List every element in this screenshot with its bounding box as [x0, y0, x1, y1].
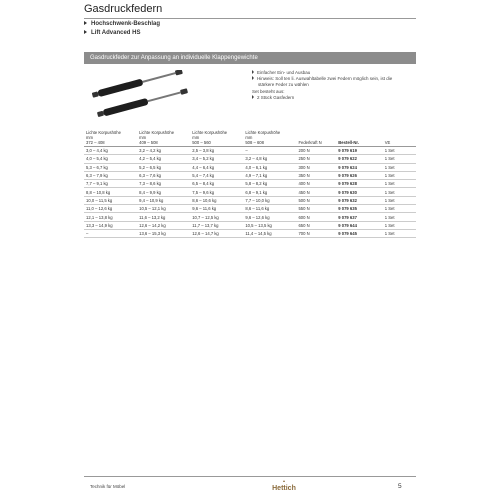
table-cell: 200 N — [296, 147, 336, 155]
table-cell: 1 Set — [383, 221, 416, 229]
table-cell: 4,2 – 5,4 kg — [137, 155, 190, 163]
article-number-cell: 9 079 645 — [336, 229, 382, 237]
section-banner: Gasdruckfeder zur Anpassung an individuelle Klappengewichte — [84, 52, 416, 64]
column-header-line: mm — [245, 135, 253, 140]
table-row — [84, 171, 416, 179]
footer-divider — [84, 476, 416, 477]
table-cell: 10,5 – 13,5 kg — [243, 221, 296, 229]
table-cell: 5,8 – 8,2 kg — [243, 180, 296, 188]
table-cell: 1 Set — [383, 196, 416, 204]
article-number-cell: 9 079 619 — [336, 147, 382, 155]
table-cell: 4,0 – 6,1 kg — [243, 163, 296, 171]
table-cell: 6,3 – 7,9 kg — [84, 171, 137, 179]
column-header-line: Lichte Korpushöhe — [245, 130, 281, 135]
article-number-cell: 9 079 626 — [336, 171, 382, 179]
article-number-cell: 9 079 630 — [336, 188, 382, 196]
table-cell: 600 N — [296, 213, 336, 221]
table-cell: 4,0 – 5,4 kg — [84, 155, 137, 163]
table-cell: 300 N — [296, 163, 336, 171]
table-cell: 6,3 – 7,6 kg — [137, 171, 190, 179]
table-row — [84, 188, 416, 196]
table-row — [84, 221, 416, 229]
footer-text: Technik für Möbel — [90, 484, 126, 489]
column-header-line: Bestell-Nr. — [338, 140, 359, 145]
table-cell: 250 N — [296, 155, 336, 163]
set-info — [252, 89, 294, 101]
spec-table — [84, 129, 416, 238]
table-row — [84, 213, 416, 221]
table-cell: 11,7 – 13,7 kg — [190, 221, 243, 229]
triangle-right-icon — [252, 95, 254, 99]
article-number-cell: 9 079 622 — [336, 155, 382, 163]
table-cell: 13,6 – 15,3 kg — [137, 229, 190, 237]
table-cell: 1 Set — [383, 229, 416, 237]
table-cell: 6,8 – 9,1 kg — [243, 188, 296, 196]
table-cell: 1 Set — [383, 180, 416, 188]
table-cell: 12,1 – 13,8 kg — [84, 213, 137, 221]
feature-list — [252, 70, 392, 88]
triangle-right-icon — [252, 76, 254, 80]
table-row — [84, 205, 416, 213]
table-cell: 8,6 – 11,6 kg — [243, 205, 296, 213]
column-header — [296, 129, 336, 147]
table-cell: 7,5 – 9,6 kg — [190, 188, 243, 196]
column-header — [243, 129, 296, 147]
table-cell: 10,7 – 12,5 kg — [190, 213, 243, 221]
table-cell: 700 N — [296, 229, 336, 237]
column-header-line: Lichte Korpushöhe — [139, 130, 175, 135]
table-cell: 1 Set — [383, 171, 416, 179]
table-cell: 12,6 – 14,2 kg — [137, 221, 190, 229]
column-header-line: 409 – 508 — [139, 140, 158, 145]
column-header-line: Lichte Korpushöhe — [192, 130, 228, 135]
table-cell: 3,2 – 4,8 kg — [243, 155, 296, 163]
article-number-cell: 9 079 624 — [336, 163, 382, 171]
gas-spring-image — [92, 70, 192, 120]
column-header — [336, 129, 382, 147]
table-cell: 10,5 – 12,1 kg — [137, 205, 190, 213]
table-cell: 11,0 – 12,6 kg — [84, 205, 137, 213]
table-cell: 7,7 – 9,1 kg — [84, 180, 137, 188]
table-cell: 9,4 – 10,9 kg — [137, 196, 190, 204]
table-cell: 8,6 – 10,6 kg — [190, 196, 243, 204]
article-number-cell: 9 079 644 — [336, 221, 382, 229]
table-cell: 7,7 – 10,0 kg — [243, 196, 296, 204]
feature-item: Hinweis: Soll ten li. Auswahltabelle zwei Federn möglich sein, ist die — [252, 76, 392, 82]
hettich-logo — [268, 479, 300, 492]
table-cell: 650 N — [296, 221, 336, 229]
table-cell: 9,6 – 12,6 kg — [243, 213, 296, 221]
triangle-right-icon — [252, 70, 254, 74]
article-number-cell: 9 079 637 — [336, 213, 382, 221]
table-cell: 9,6 – 11,6 kg — [190, 205, 243, 213]
table-cell: 550 N — [296, 205, 336, 213]
table-cell: 1 Set — [383, 205, 416, 213]
article-number-cell: 9 079 628 — [336, 180, 382, 188]
table-cell: 8,4 – 9,9 kg — [137, 188, 190, 196]
column-header — [137, 129, 190, 147]
table-cell: 13,3 – 14,9 kg — [84, 221, 137, 229]
table-cell: 5,2 – 6,5 kg — [137, 163, 190, 171]
feature-continuation: stärkere Feder zu wählen — [258, 82, 309, 87]
table-cell: 1 Set — [383, 155, 416, 163]
column-header-line: mm — [192, 135, 200, 140]
table-cell: 12,6 – 14,7 kg — [190, 229, 243, 237]
table-cell: 500 N — [296, 196, 336, 204]
table-cell: 350 N — [296, 171, 336, 179]
table-cell: 11,6 – 13,2 kg — [137, 213, 190, 221]
triangle-right-icon — [84, 21, 87, 25]
table-row — [84, 196, 416, 204]
table-cell: 1 Set — [383, 213, 416, 221]
column-header — [190, 129, 243, 147]
set-label: Set besteht aus: — [252, 89, 285, 94]
table-cell: 5,3 – 6,7 kg — [84, 163, 137, 171]
table-row — [84, 163, 416, 171]
table-row — [84, 180, 416, 188]
table-cell: – — [243, 147, 296, 155]
breadcrumb-item[interactable] — [84, 21, 160, 27]
column-header-line: mm — [86, 135, 93, 140]
page-title: Gasdruckfedern — [84, 3, 163, 15]
table-cell: 3,4 – 5,2 kg — [190, 155, 243, 163]
column-header-line: 508 – 608 — [245, 140, 264, 145]
table-row — [84, 155, 416, 163]
table-cell: 6,5 – 8,4 kg — [190, 180, 243, 188]
table-cell: 3,0 – 4,4 kg — [84, 147, 137, 155]
column-header-line: Federkraft N — [298, 140, 322, 145]
column-header — [383, 129, 416, 147]
set-item: 2 Stück Gasfedern — [252, 95, 294, 101]
page-number: 5 — [398, 483, 402, 490]
breadcrumb-label: Hochschwenk-Beschlag — [91, 21, 161, 27]
feature-item: Einfacher Ein- und Ausbau — [252, 70, 392, 76]
table-cell: 4,4 – 6,4 kg — [190, 163, 243, 171]
table-cell: 11,4 – 14,5 kg — [243, 229, 296, 237]
table-cell: 10,0 – 11,5 kg — [84, 196, 137, 204]
header-row — [84, 129, 416, 147]
table-cell: 450 N — [296, 188, 336, 196]
article-number-cell: 9 079 632 — [336, 196, 382, 204]
table-cell: – — [84, 229, 137, 237]
table-cell: 2,5 – 3,8 kg — [190, 147, 243, 155]
table-header — [84, 129, 416, 147]
table-cell: 3,2 – 4,2 kg — [137, 147, 190, 155]
logo-text: Hettich — [272, 485, 296, 492]
table-body — [84, 147, 416, 238]
table-cell: 1 Set — [383, 163, 416, 171]
breadcrumb-label: Lift Advanced HS — [91, 30, 141, 36]
column-header-line: 372 – 408 — [86, 140, 105, 145]
table-cell: 1 Set — [383, 188, 416, 196]
triangle-right-icon — [84, 30, 87, 34]
table-cell: 1 Set — [383, 147, 416, 155]
breadcrumb-item[interactable] — [84, 30, 140, 36]
article-number-cell: 9 079 635 — [336, 205, 382, 213]
table-cell: 400 N — [296, 180, 336, 188]
column-header-line: mm — [139, 135, 147, 140]
table-row — [84, 229, 416, 237]
column-header — [84, 129, 137, 147]
title-divider — [84, 18, 416, 19]
table-cell: 4,9 – 7,1 kg — [243, 171, 296, 179]
table-cell: 5,4 – 7,4 kg — [190, 171, 243, 179]
table-cell: 7,3 – 8,6 kg — [137, 180, 190, 188]
column-header-line: Lichte Korpushöhe — [86, 130, 121, 135]
column-header-line: VE — [384, 140, 391, 145]
column-header-line: 500 – 560 — [192, 140, 211, 145]
table-row — [84, 147, 416, 155]
table-cell: 8,8 – 10,8 kg — [84, 188, 137, 196]
